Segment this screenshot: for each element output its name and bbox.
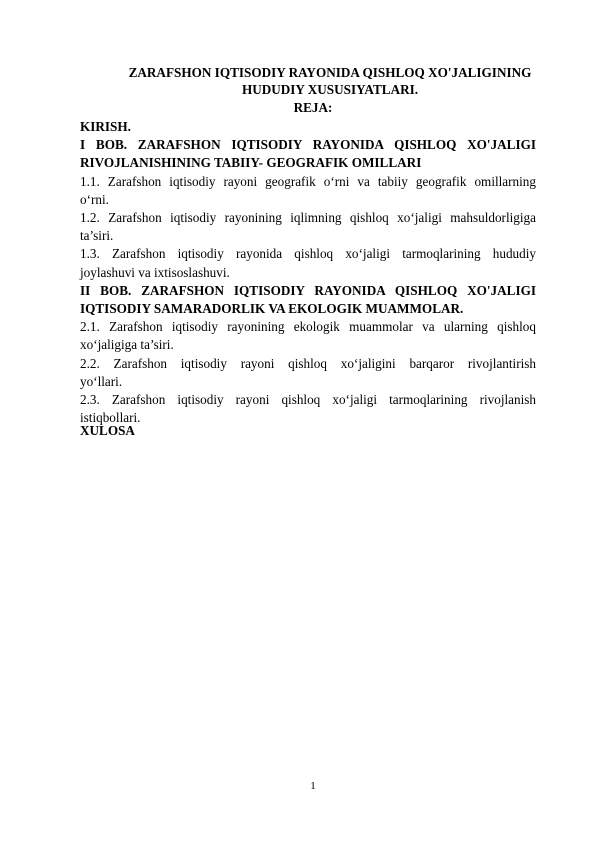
- section-1-1-line-2: o‘rni.: [80, 191, 109, 207]
- section-2-1-line-1: 2.1. Zarafshon iqtisodiy rayonining ekologik muammolar va ularning qishloq: [80, 319, 536, 335]
- chapter-1-heading-line-1: I BOB. ZARAFSHON IQTISODIY RAYONIDA QISHLOQ XO'JALIGI: [80, 137, 536, 153]
- section-1-3-line-2: joylashuvi va ixtisoslashuvi.: [80, 264, 230, 280]
- section-2-3-line-1: 2.3. Zarafshon iqtisodiy rayoni qishloq xo‘jaligi tarmoqlarining rivojlanish: [80, 392, 536, 408]
- plan-heading: REJA:: [293, 100, 333, 115]
- section-2-1-line-2: xo‘jaligiga ta’siri.: [80, 337, 174, 353]
- title-line-2: HUDUDIY XUSUSIYATLARI.: [241, 82, 419, 97]
- section-2-2-line-1: 2.2. Zarafshon iqtisodiy rayoni qishloq xo‘jaligini barqaror rivojlantirish: [80, 355, 536, 371]
- chapter-2-heading-line-2: IQTISODIY SAMARADORLIK VA EKOLOGIK MUAMMOLAR.: [80, 301, 464, 317]
- section-1-1-line-1: 1.1. Zarafshon iqtisodiy rayoni geografik o‘rni va tabiiy geografik omillarning: [80, 173, 536, 189]
- section-1-2-line-1: 1.2. Zarafshon iqtisodiy rayonining iqlimning qishloq xo‘jaligi mahsuldorligiga: [80, 210, 536, 226]
- section-2-2-line-2: yo‘llari.: [80, 373, 123, 389]
- intro-entry: KIRISH.: [80, 119, 131, 134]
- document-title: [100, 64, 560, 98]
- page-number: 1: [310, 780, 316, 792]
- title-line-1: ZARAFSHON IQTISODIY RAYONIDA QISHLOQ XO'JALIGINING: [128, 65, 532, 80]
- chapter-2-heading-line-1: II BOB. ZARAFSHON IQTISODIY RAYONIDA QISHLOQ XO'JALIGI: [80, 282, 536, 298]
- table-of-contents: [80, 118, 536, 427]
- section-2-3-line-2: istiqbollari.: [80, 410, 141, 426]
- section-1-3-line-1: 1.3. Zarafshon iqtisodiy rayonida qishloq xo‘jaligi tarmoqlarining hududiy: [80, 246, 536, 262]
- section-1-2-line-2: ta’siri.: [80, 228, 114, 244]
- chapter-1-heading-line-2: RIVOJLANISHINING TABIIY- GEOGRAFIK OMILLARI: [80, 155, 422, 171]
- conclusion-entry: XULOSA: [80, 423, 135, 438]
